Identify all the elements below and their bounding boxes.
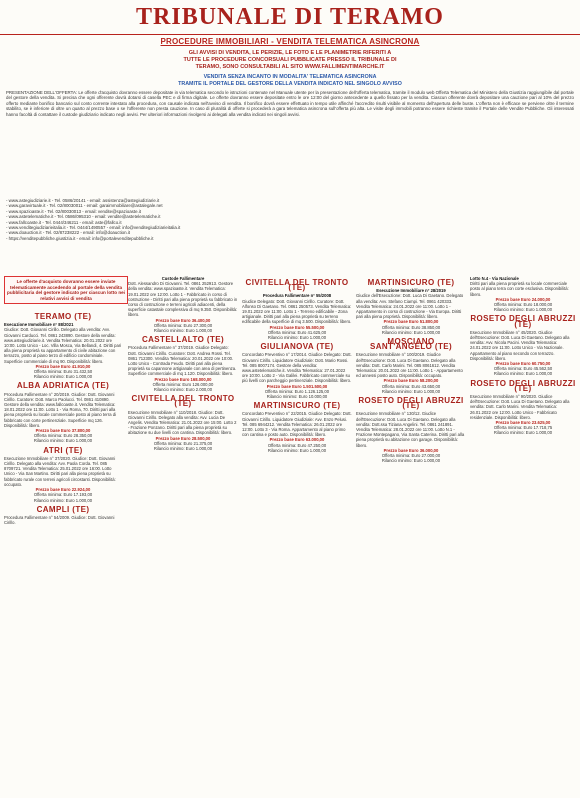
lot-entry <box>128 276 238 333</box>
lot-raise: Rilancio minimo: Euro 1.000,00 <box>493 430 553 436</box>
column-4 <box>356 276 466 794</box>
lot-entry <box>356 288 466 335</box>
lot-description: Concordato Preventivo n° 22/2015. Giudice Delegato: Dott. Giovanni Cirillo. Liquidatore Giudiziale: Avv. Enzo Pelusi. Tel. 085 6944212. Vendita Telematica: 26.01.2022 ore 12:00. Lotto 3 - Via Roma. Appartamento al piano primo con cantina e posto auto. Disponibilità: libero. <box>242 411 352 438</box>
lot-entry <box>242 293 352 340</box>
lot-entry <box>242 352 352 399</box>
column-3 <box>242 276 352 794</box>
lot-description: Diritti pari alla piena proprietà su locale commerciale posto al piano terra con corte esclusiva. Disponibilità: libero. <box>470 281 569 297</box>
lot-raise: Rilancio minimo: Euro 1.000,00 <box>381 458 441 464</box>
city-heading: MARTINSICURO (TE) <box>367 278 455 287</box>
lot-price: Prezzo base Euro 37.800,00 <box>35 428 91 434</box>
lot-heading: Esecuzione Immobiliare n° 28/2019 <box>376 288 446 294</box>
lot-offer: Offerta minima: Euro 27.300,00 <box>153 322 213 328</box>
lot-offer: Offerta minima: Euro 1.126.125,00 <box>264 388 330 394</box>
lot-price: Prezzo base Euro 55.500,00 <box>269 324 325 330</box>
contact-line: - www.garavirtuale.it - Tel. 02/80030011 - email: garaimmobiliare@astalegale.net <box>6 203 163 209</box>
lot-description: Concordato Preventivo n° 17/2014. Giudice Delegato: Dott. Giovanni Cirillo. Liquidatore Giudiziale: Dott. Mario Rossi. Tel. 085 8007174. Gestore della vendita: www.astetelematiche.it. Vendita Telematica: 27.01.2022 ore 10:00. Lotto 2 - Via Galilei. Fabbricato commerciale su più livelli con parcheggio pertinenziale. Disponibilità: libero. <box>242 352 352 384</box>
lot-price: Prezzo base Euro 51.800,00 <box>383 319 439 325</box>
contact-line: - www.astegiudiziarie.it - Tel. 0586/20141 - email: assistenza@astegiudiziarie.it <box>6 198 160 203</box>
intro-line: TERAMO, SONO CONSULTABILI AL SITO WWW.FALLIMENTIMARCHE.IT <box>195 64 385 70</box>
city-heading: CASTELLALTO (TE) <box>141 335 225 345</box>
lot-description: Esecuzione Immobiliare n° 110/2018. Giudice: Dott. Giovanni Cirillo. Delegato alla vendita: Avv. Lucia De Angelis. Vendita Telematica: 21.01.2022 ore 15:00. Lotto 2 - Frazione Ponzano. Diritti pari alla piena proprietà su abitazione su due livelli con cantina. Disponibilità: libero. <box>128 409 237 436</box>
lot-raise: Rilancio minimo: Euro 1.000,00 <box>381 329 441 335</box>
lot-raise: Rilancio minimo: Euro 1.000,00 <box>493 307 553 313</box>
city-heading: CIVITELLA DEL TRONTO (TE) <box>245 278 349 293</box>
page-subtitle: PROCEDURE IMMOBILIARI - VENDITA TELEMATICA ASINCRONA <box>160 37 420 46</box>
lot-raise: Rilancio minimo: Euro 1.000,00 <box>33 438 93 444</box>
city-heading: ROSETO DEGLI ABRUZZI (TE) <box>470 314 576 329</box>
lot-offer: Offerta minima: Euro 21.375,00 <box>153 440 213 446</box>
lot-description: Esecuzione Immobiliare n° 37/2020. Giudice: Dott. Giovanni Cirillo. Delegato alla vendita: Avv. Paola Corda. Tel. 085 8709721. Vendita Telematica: 25.01.2022 ore 16:00. Lotto Unico - Via San Martino. Diritti pari alla piena proprietà su fabbricato rurale con terreni agricoli circostanti. Disponibilità: occupato. <box>4 455 116 487</box>
lot-entry <box>356 411 466 463</box>
contact-line: - www.doauction.it - Tel. 02/87238222 - email: info@doauction.it <box>6 230 130 236</box>
city-heading: ROSETO DEGLI ABRUZZI (TE) <box>358 396 464 411</box>
lot-entry <box>128 345 238 392</box>
city-heading: MOSCIANO SANT'ANGELO (TE) <box>369 337 453 352</box>
city-heading: CIVITELLA DEL TRONTO (TE) <box>131 394 235 409</box>
lot-price: Prezzo base Euro 58.200,00 <box>383 378 439 384</box>
lot-description: Procedura Fallimentare n° 20/2019. Giudice: Dott. Giovanni Cirillo. Curatore: Dott. Marco Paolucci. Tel. 0861 410890. Gestore della vendita: www.fallcoaste.it. Vendita Telematica: 18.01.2022 ore 11:00. Lotto 1 - Via Roma, 70. Diritti pari alla piena proprietà su locale commerciale posto al piano terra di fabbricato con corte pertinenziale. Superficie mq 126. Disponibilità: libero. <box>4 391 116 428</box>
lot-description: Giudice: Dott. Giovanni Cirillo. Delegato alla vendita: Avv. Giovanni Carducci. Tel. 0861 243890. Gestore della vendita: www.astegiudiziarie.it. Vendita Telematica: 20.01.2022 ore 10:00. Lotto Unico - Loc. Villa Mosca, Via Bellandi, 4. Diritti pari alla piena proprietà su appartamento di civile abitazione con terrazzo, posto al piano terzo di edificio condominiale. Superficie commerciale di mq 90. Disponibilità: libero. <box>4 327 122 364</box>
city-heading: ROSETO DEGLI ABRUZZI (TE) <box>470 378 576 393</box>
lot-entry <box>128 410 238 452</box>
lot-heading: Procedura Fallimentare n° 55/2008 <box>262 293 332 299</box>
contact-line: - www.astetelematiche.it - Tel. 0586/095310 - email: vendite@astetelematiche.it <box>6 214 161 220</box>
lot-raise: Rilancio minimo: Euro 1.000,00 <box>493 371 553 377</box>
city-heading: CAMPLI (TE) <box>36 504 90 514</box>
lot-raise: Rilancio minimo: Euro 2.000,00 <box>153 387 213 393</box>
column-2 <box>128 276 238 794</box>
lot-entry <box>4 515 122 525</box>
lot-offer: Offerta minima: Euro 38.850,00 <box>381 324 441 330</box>
lot-entry <box>4 392 122 444</box>
lot-heading: Lotto N.4 - Via Nazionale <box>470 276 519 281</box>
contact-line: - https://venditepubbliche.giustizia.it - email: info@portalevenditepubbliche.it <box>6 235 154 241</box>
intro-secondary-line: VENDITA SENZA INCANTO IN MODALITA' TELEMATICA ASINCRONA <box>203 74 377 80</box>
lot-description: Esecuzione Immobiliare n° 130/12. Giudice dell'Esecuzione: Dott. Luca Di Gaetano. Delegato alla vendita: Dott.ssa Tiziana Angelini. Tel. 0861 241891. Vendita Telematica: 28.01.2022 ore 11:00. Lotto N.1 - Frazione Montepagano, Via Santa Caterina. Diritti pari alla piena proprietà su abitazione con garage. Disponibilità: libero. <box>356 411 465 448</box>
column-1 <box>4 310 122 794</box>
lot-offer: Offerta minima: Euro 28.350,00 <box>33 433 93 439</box>
contact-line: - www.venditegiudiziarieitalia.it - Tel. 0444/1490557 - email: info@venditegiudiziarieitalia.it <box>6 225 181 231</box>
lot-raise: Rilancio minimo: Euro 1.000,00 <box>381 388 441 394</box>
lot-price: Prezzo base Euro 22.924,00 <box>35 487 91 493</box>
lot-offer: Offerta minima: Euro 126.000,00 <box>152 381 214 387</box>
intro-line: TUTTE LE PROCEDURE CONCORSUALI PUBBLICATE PRESSO IL TRIBUNALE DI <box>183 57 397 63</box>
lot-heading: Custode Fallimentare <box>161 276 205 281</box>
page-title: TRIBUNALE DI TERAMO <box>136 4 444 30</box>
lot-offer: Offerta minima: Euro 31.432,50 <box>33 369 93 375</box>
lot-price: Prezzo base Euro 41.910,00 <box>35 363 91 369</box>
presentation-text: PRESENTAZIONE DELL'OFFERTA: Le offerte d'acquisto dovranno essere depositate in via telematica secondo le istruzioni contenute nel Manuale utente per la presentazione dell'offerta telematica, tramite il modulo web Offerta Telematica del Ministero della Giustizia raggiungibile dal portale del gestore della vendita. Si precisa che ogni offerente dovrà dotarsi di casella PEC e di firma digitale. Le offerte dovranno essere depositate entro le ore 12:00 del giorno antecedente a quello fissato per la vendita. Ciascun offerente dovrà depositare una cauzione pari al 10% del prezzo offerto mediante bonifico bancario sul conto corrente intestato alla procedura, con causale indicata nell'avviso di vendita. Il bonifico dovrà essere effettuato in tempo utile affinché l'accredito risulti visibile al momento dell'apertura delle buste. L'offerta non è efficace se perviene oltre il termine stabilito, se è inferiore di oltre un quarto al prezzo base o se l'offerente non presta cauzione. In caso di pluralità di offerte si procederà a gara telematica asincrona sull'offerta più alta. Le visite degli immobili potranno essere richieste tramite il Portale delle Vendite Pubbliche. Gli interessati hanno facoltà di contattare il custode giudiziario indicato negli avvisi. Per ulteriori informazioni rivolgersi ai delegati alla vendita indicati nei singoli avvisi. <box>6 90 574 117</box>
lot-price: Prezzo base Euro 168.000,00 <box>154 376 212 382</box>
lot-price: Prezzo base Euro 63.000,00 <box>269 437 325 443</box>
lot-offer: Offerta minima: Euro 17.718,75 <box>493 425 553 431</box>
lot-price: Prezzo base Euro 60.750,00 <box>495 361 551 367</box>
city-heading: GIULIANOVA (TE) <box>260 342 334 352</box>
contact-line: - www.fallcoaste.it - Tel. 0444/346211 - email: aste@fallco.it <box>6 219 122 225</box>
city-heading: ALBA ADRIATICA (TE) <box>16 381 110 391</box>
lot-entry <box>470 276 576 312</box>
lot-price: Prezzo base Euro 36.000,00 <box>383 447 439 453</box>
lot-raise: Rilancio minimo: Euro 1.000,00 <box>267 335 327 341</box>
lot-offer: Offerta minima: Euro 27.000,00 <box>381 453 441 459</box>
column-5 <box>470 276 576 794</box>
lot-raise: Rilancio minimo: Euro 1.000,00 <box>153 446 213 452</box>
city-heading: ATRI (TE) <box>43 445 83 455</box>
lot-entry <box>470 394 576 436</box>
intro-secondary-line: TRAMITE IL PORTALE DEL GESTORE DELLA VENDITA INDICATO NEL SINGOLO AVVISO <box>178 80 402 87</box>
lot-description: Esecuzione Immobiliare n° 90/2020. Giudice dell'Esecuzione: Dott. Luca Di Gaetano. Delegato alla vendita: Dott. Carlo Marini. Vendita Telematica: 26.01.2022 ore 12:00. Lotto Unico - Fabbricato residenziale. Disponibilità: libero. <box>470 394 570 420</box>
lot-offer: Offerta minima: Euro 18.000,00 <box>493 302 553 308</box>
lot-heading: Esecuzione Immobiliare n° 88/2021 <box>4 322 74 328</box>
lot-raise: Rilancio minimo: Euro 1.000,00 <box>33 374 93 380</box>
lot-price: Prezzo base Euro 23.625,00 <box>495 420 551 426</box>
lot-price: Prezzo base Euro 28.500,00 <box>155 435 211 441</box>
lot-raise: Rilancio minimo: Euro 1.000,00 <box>267 447 327 453</box>
lot-entry <box>242 411 352 453</box>
lot-entry <box>4 456 122 503</box>
lot-raise: Rilancio minimo: Euro 10.000,00 <box>266 394 328 400</box>
city-heading: TERAMO (TE) <box>34 312 92 321</box>
lot-description: Giudice Delegato: Dott. Giovanni Cirillo. Curatore: Dott. Alfonso Di Gaetano. Tel. 0861 250573. Vendita Telematica: 19.01.2022 ore 11:00. Lotto 1 - Terreno edificabile - Zona artigianale. Diritti pari alla piena proprietà su terreno edificabile della superficie di mq 3.500. Disponibilità: libero. <box>242 298 352 325</box>
lot-entry <box>4 322 122 379</box>
lot-description: Procedura Fallimentare n° 54/2009. Giudice: Dott. Giovanni Cirillo. <box>4 514 115 526</box>
intro-line: GLI AVVISI DI VENDITA, LE PERIZIE, LE FOTO E LE PLANIMETRIE RIFERITI A <box>188 50 392 56</box>
lot-price: Prezzo base Euro 24.000,00 <box>495 296 551 302</box>
masthead <box>0 0 580 35</box>
lot-offer: Offerta minima: Euro 47.250,00 <box>267 442 327 448</box>
lot-offer: Offerta minima: Euro 45.562,50 <box>493 366 553 372</box>
contacts-list <box>6 198 574 241</box>
lot-raise: Rilancio minimo: Euro 1.000,00 <box>153 328 213 334</box>
lot-description: Dott. Alessandro Di Giovanni. Tel. 0861 252913. Gestore della vendita: www.spazioaste.it. Vendita Telematica: 19.01.2022 ore 12:00. Lotto 1 - Fabbricato in corso di costruzione - Diritti pari alla piena proprietà su fabbricato in corso di costruzione e terreni agricoli adiacenti, della superficie catastale complessiva di mq 9.350. Disponibilità: libero. <box>128 281 238 318</box>
lot-description: Esecuzione Immobiliare n° 45/2020. Giudice dell'Esecuzione: Dott. Luca Di Gaetano. Delegato alla vendita: Avv. Nicola Pacini. Vendita Telematica: 24.01.2022 ore 11:00. Lotto Unico - Via Nazionale. Appartamento al piano secondo con terrazzo. Disponibilità: libero. <box>470 329 570 361</box>
city-heading: MARTINSICURO (TE) <box>253 401 341 411</box>
lot-offer: Offerta minima: Euro 43.650,00 <box>381 383 441 389</box>
contact-line: - www.spazioaste.it - Tel. 02/80030013 - email: vendite@spazioaste.it <box>6 208 141 214</box>
lot-offer: Offerta minima: Euro 17.193,00 <box>33 492 93 498</box>
lot-offer: Offerta minima: Euro 41.625,00 <box>267 329 327 335</box>
lot-entry <box>470 330 576 377</box>
lot-price: Prezzo base Euro 36.400,00 <box>155 317 211 323</box>
lot-raise: Rilancio minimo: Euro 1.000,00 <box>33 497 93 503</box>
lot-entry <box>356 352 466 394</box>
lot-description: Giudice dell'Esecuzione: Dott. Luca Di Gaetano. Delegato alla vendita: Avv. Stefano Ciampi. Tel. 0861 420333. Vendita Telematica: 24.01.2022 ore 11:00. Lotto 1 - Appartamento in corso di costruzione - Via Europa. Diritti pari alla piena proprietà. Disponibilità: libero. <box>356 293 464 320</box>
lot-price: Prezzo base Euro 1.501.500,00 <box>266 383 328 389</box>
lot-description: Esecuzione Immobiliare n° 100/2019. Giudice dell'Esecuzione: Dott. Luca Di Gaetano. Delegato alla vendita: Dott. Carlo Marini. Tel. 085 8061612. Vendita Telematica: 20.01.2022 ore 11:00. Lotto 1 - Appartamento ed annessi posto auto. Disponibilità: occupato. <box>356 352 463 379</box>
notice-box: Le offerte d'acquisto dovranno essere inviate telematicamente accedendo al portale della vendita pubblicitaria del gestore indicato per ciascun lotto nei relativi avvisi di vendita <box>4 276 128 304</box>
intro-secondary-block <box>6 74 574 87</box>
lot-description: Procedura Fallimentare n° 37/2019. Giudice Delegato: Dott. Giovanni Cirillo. Curatore: Dott. Andrea Rossi. Tel. 0861 712300. Vendita Telematica: 20.01.2022 ore 10:00. Lotto Unico - Contrada Feudo. Diritti pari alla piena proprietà su capannone artigianale con area di pertinenza. Superficie commerciale di mq 1.120. Disponibilità: libero. <box>128 345 237 377</box>
intro-block <box>6 50 574 71</box>
